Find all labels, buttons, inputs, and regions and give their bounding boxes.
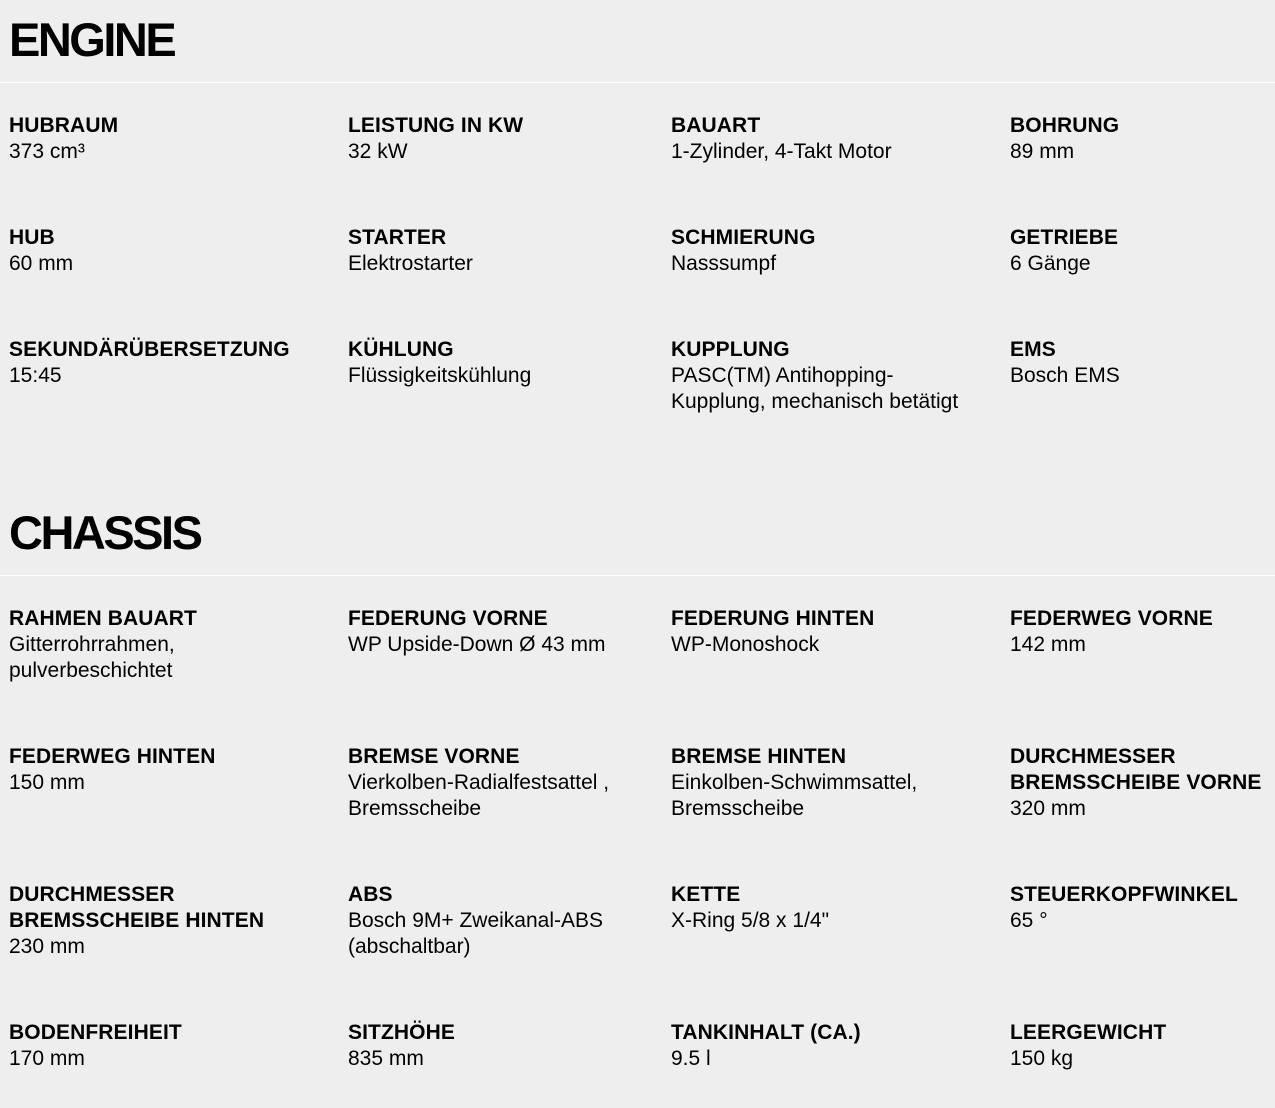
spec-kette (671, 882, 991, 934)
spec-value: 65 ° (1010, 909, 1048, 932)
spec-federweg-vorne (1010, 606, 1272, 658)
spec-value: Bosch 9M+ Zweikanal-ABS (abschaltbar) (348, 909, 604, 958)
spec-label: BODENFREIHEIT (9, 1021, 182, 1044)
spec-label: BAUART (671, 114, 761, 137)
spec-kupplung (671, 337, 991, 415)
spec-getriebe (1010, 225, 1272, 277)
spec-label: FEDERUNG HINTEN (671, 607, 875, 630)
spec-federung-vorne (348, 606, 653, 658)
spec-value: 230 mm (9, 935, 85, 958)
spec-bremse-vorne (348, 744, 653, 822)
spec-tankinhalt (671, 1020, 991, 1072)
spec-label: KUPPLUNG (671, 338, 790, 361)
spec-value: Nasssumpf (671, 252, 777, 275)
spec-label: STEUERKOPFWINKEL (1010, 883, 1238, 906)
spec-federung-hinten (671, 606, 991, 658)
spec-label: GETRIEBE (1010, 226, 1119, 249)
spec-bauart (671, 113, 991, 165)
spec-label: BOHRUNG (1010, 114, 1120, 137)
spec-label: LEERGEWICHT (1010, 1021, 1167, 1044)
spec-durchmesser-bremsscheibe-vorne (1010, 744, 1272, 822)
spec-leistung (348, 113, 653, 165)
spec-schmierung (671, 225, 991, 277)
spec-value: 89 mm (1010, 140, 1075, 163)
spec-value: WP Upside-Down Ø 43 mm (348, 633, 606, 656)
spec-value: Einkolben-Schwimmsattel, Bremsscheibe (671, 771, 918, 820)
spec-kuehlung (348, 337, 653, 389)
spec-hub (9, 225, 329, 277)
spec-leergewicht (1010, 1020, 1272, 1072)
spec-value: 32 kW (348, 140, 408, 163)
spec-label: RAHMEN BAUART (9, 607, 197, 630)
spec-value: 150 kg (1010, 1047, 1074, 1070)
spec-label: FEDERWEG HINTEN (9, 745, 216, 768)
spec-bohrung (1010, 113, 1272, 165)
engine-divider (0, 82, 1275, 83)
spec-bodenfreiheit (9, 1020, 329, 1072)
spec-value: Flüssigkeitskühlung (348, 364, 532, 387)
spec-value: X-Ring 5/8 x 1/4" (671, 909, 830, 932)
chassis-section-title: CHASSIS (9, 506, 201, 559)
spec-value: 835 mm (348, 1047, 424, 1070)
spec-ems (1010, 337, 1272, 389)
spec-steuerkopfwinkel (1010, 882, 1272, 934)
spec-label: BREMSE HINTEN (671, 745, 847, 768)
spec-federweg-hinten (9, 744, 329, 796)
spec-value: 6 Gänge (1010, 252, 1091, 275)
spec-abs (348, 882, 653, 960)
engine-section-title: ENGINE (9, 13, 175, 66)
spec-value: 15:45 (9, 364, 62, 387)
spec-value: WP-Monoshock (671, 633, 820, 656)
spec-value: 1-Zylinder, 4-Takt Motor (671, 140, 892, 163)
spec-label: STARTER (348, 226, 447, 249)
spec-durchmesser-bremsscheibe-hinten (9, 882, 329, 960)
spec-label: SCHMIERUNG (671, 226, 816, 249)
spec-value: Elektrostarter (348, 252, 473, 275)
spec-value: 150 mm (9, 771, 85, 794)
spec-value: PASC(TM) Antihopping- Kupplung, mechanisch betätigt (671, 364, 959, 413)
spec-value: 142 mm (1010, 633, 1086, 656)
spec-label: FEDERWEG VORNE (1010, 607, 1213, 630)
spec-label: EMS (1010, 338, 1056, 361)
spec-starter (348, 225, 653, 277)
spec-value: 60 mm (9, 252, 74, 275)
spec-value: Gitterrohrrahmen, pulverbeschichtet (9, 633, 175, 682)
spec-label: SEKUNDÄRÜBERSETZUNG (9, 338, 290, 361)
spec-value: Bosch EMS (1010, 364, 1120, 387)
spec-label: HUBRAUM (9, 114, 119, 137)
spec-sitzhoehe (348, 1020, 653, 1072)
spec-sekundaeruebersetzung (9, 337, 329, 389)
spec-label: TANKINHALT (CA.) (671, 1021, 861, 1044)
spec-label: DURCHMESSER BREMSSCHEIBE HINTEN (9, 883, 265, 932)
chassis-divider (0, 575, 1275, 576)
spec-rahmen-bauart (9, 606, 329, 684)
spec-label: KETTE (671, 883, 741, 906)
spec-label: BREMSE VORNE (348, 745, 520, 768)
spec-label: ABS (348, 883, 393, 906)
spec-label: HUB (9, 226, 55, 249)
spec-value: 170 mm (9, 1047, 85, 1070)
spec-label: DURCHMESSER BREMSSCHEIBE VORNE (1010, 745, 1262, 794)
spec-value: 373 cm³ (9, 140, 85, 163)
spec-label: LEISTUNG IN KW (348, 114, 524, 137)
spec-label: KÜHLUNG (348, 338, 454, 361)
spec-label: SITZHÖHE (348, 1021, 455, 1044)
spec-value: 320 mm (1010, 797, 1086, 820)
spec-label: FEDERUNG VORNE (348, 607, 548, 630)
spec-value: 9.5 l (671, 1047, 711, 1070)
spec-hubraum (9, 113, 329, 165)
spec-value: Vierkolben-Radialfestsattel , Bremsscheibe (348, 771, 610, 820)
spec-bremse-hinten (671, 744, 991, 822)
